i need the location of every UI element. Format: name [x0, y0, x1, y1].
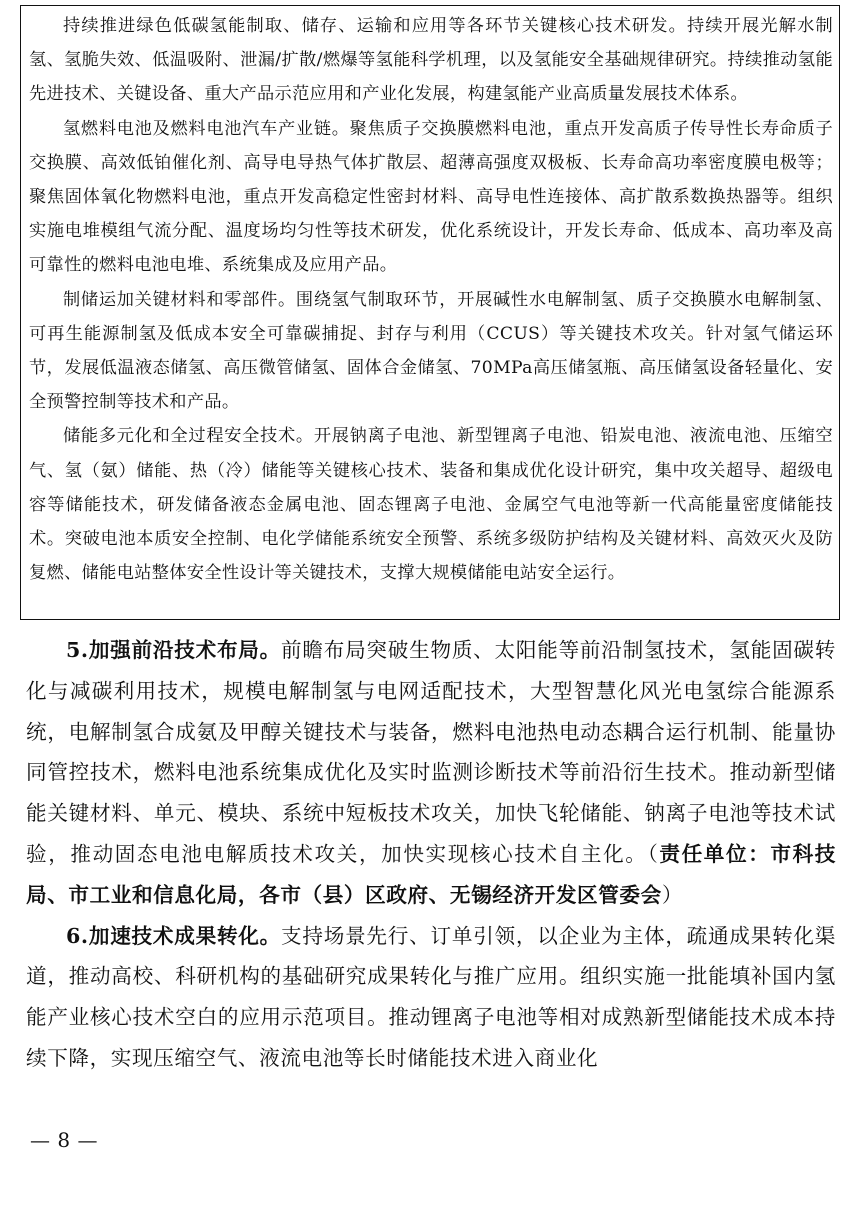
- section-5-body: 前瞻布局突破生物质、太阳能等前沿制氢技术，氢能固碳转化与减碳利用技术，规模电解制氢与电网适配技术，大型智慧化风光电氢综合能源系统，电解制氢合成氨及甲醇关键技术与装备，燃料电池热电动态耦合运行机制、能量协同管控技术，燃料电池系统集成优化及实时监测诊断技术等前沿衍生技术。推动新型储能关键材料、单元、模块、系统中短板技术攻关，加快飞轮储能、钠离子电池等技术试验，推动固态电池电解质技术攻关，加快实现核心技术自主化。（: [26, 638, 836, 866]
- box-paragraph-3: 制储运加关键材料和零部件。围绕氢气制取环节，开展碱性水电解制氢、质子交换膜水电解制氢、可再生能源制氢及低成本安全可靠碳捕捉、封存与利用（CCUS）等关键技术攻关。针对氢气储运环节，发展低温液态储氢、高压微管储氢、固体合金储氢、70MPa高压储氢瓶、高压储氢设备轻量化、安全预警控制等技术和产品。: [29, 289, 833, 413]
- section-5-paragraph: [26, 630, 836, 916]
- section-6-heading: 6.加速技术成果转化。: [66, 923, 282, 948]
- box-paragraph-4: 储能多元化和全过程安全技术。开展钠离子电池、新型锂离子电池、铅炭电池、液流电池、压缩空气、氢（氨）储能、热（冷）储能等关键核心技术、装备和集成优化设计研究，集中攻关超导、超级电容等储能技术，研发储备液态金属电池、固态锂离子电池、金属空气电池等新一代高能量密度储能技术。突破电池本质安全控制、电化学储能系统安全预警、系统多级防护结构及关键材料、高效灭火及防复燃、储能电站整体安全性设计等关键技术，支撑大规模储能电站安全运行。: [29, 426, 833, 584]
- section-5-responsibility-label: 责任单位：: [659, 841, 771, 866]
- boxed-text-block: [20, 5, 840, 620]
- section-6-paragraph: [26, 916, 836, 1079]
- section-6-body: 支持场景先行、订单引领，以企业为主体，疏通成果转化渠道，推动高校、科研机构的基础研究成果转化与推广应用。组织实施一批能填补国内氢能产业核心技术空白的应用示范项目。推动锂离子电池等相对成熟新型储能技术成本持续下降，实现压缩空气、液流电池等长时储能技术进入商业化: [26, 923, 836, 1070]
- section-5-close-paren: ）: [661, 882, 684, 907]
- box-paragraph-1: 持续推进绿色低碳氢能制取、储存、运输和应用等各环节关键核心技术研发。持续开展光解水制氢、氢脆失效、低温吸附、泄漏/扩散/燃爆等氢能科学机理，以及氢能安全基础规律研究。持续推动氢能先进技术、关键设备、重大产品示范应用和产业化发展，构建氢能产业高质量发展技术体系。: [29, 16, 833, 105]
- box-paragraph-2: 氢燃料电池及燃料电池汽车产业链。聚焦质子交换膜燃料电池，重点开发高质子传导性长寿命质子交换膜、高效低铂催化剂、高导电导热气体扩散层、超薄高强度双极板、长寿命高功率密度膜电极等；聚焦固体氧化物燃料电池，重点开发高稳定性密封材料、高导电性连接体、高扩散系数换热器等。组织实施电堆模组气流分配、温度场均匀性等技术研发，优化系统设计，开发长寿命、低成本、高功率及高可靠性的燃料电池电堆、系统集成及应用产品。: [29, 118, 833, 276]
- section-5-responsible-units: 市科技局、市工业和信息化局，各市（县）区政府、无锡经济开发区管委会: [26, 841, 836, 907]
- main-body: [26, 630, 836, 1079]
- section-5-heading: 5.加强前沿技术布局。: [66, 638, 282, 662]
- page-number: — 8 —: [30, 1128, 98, 1152]
